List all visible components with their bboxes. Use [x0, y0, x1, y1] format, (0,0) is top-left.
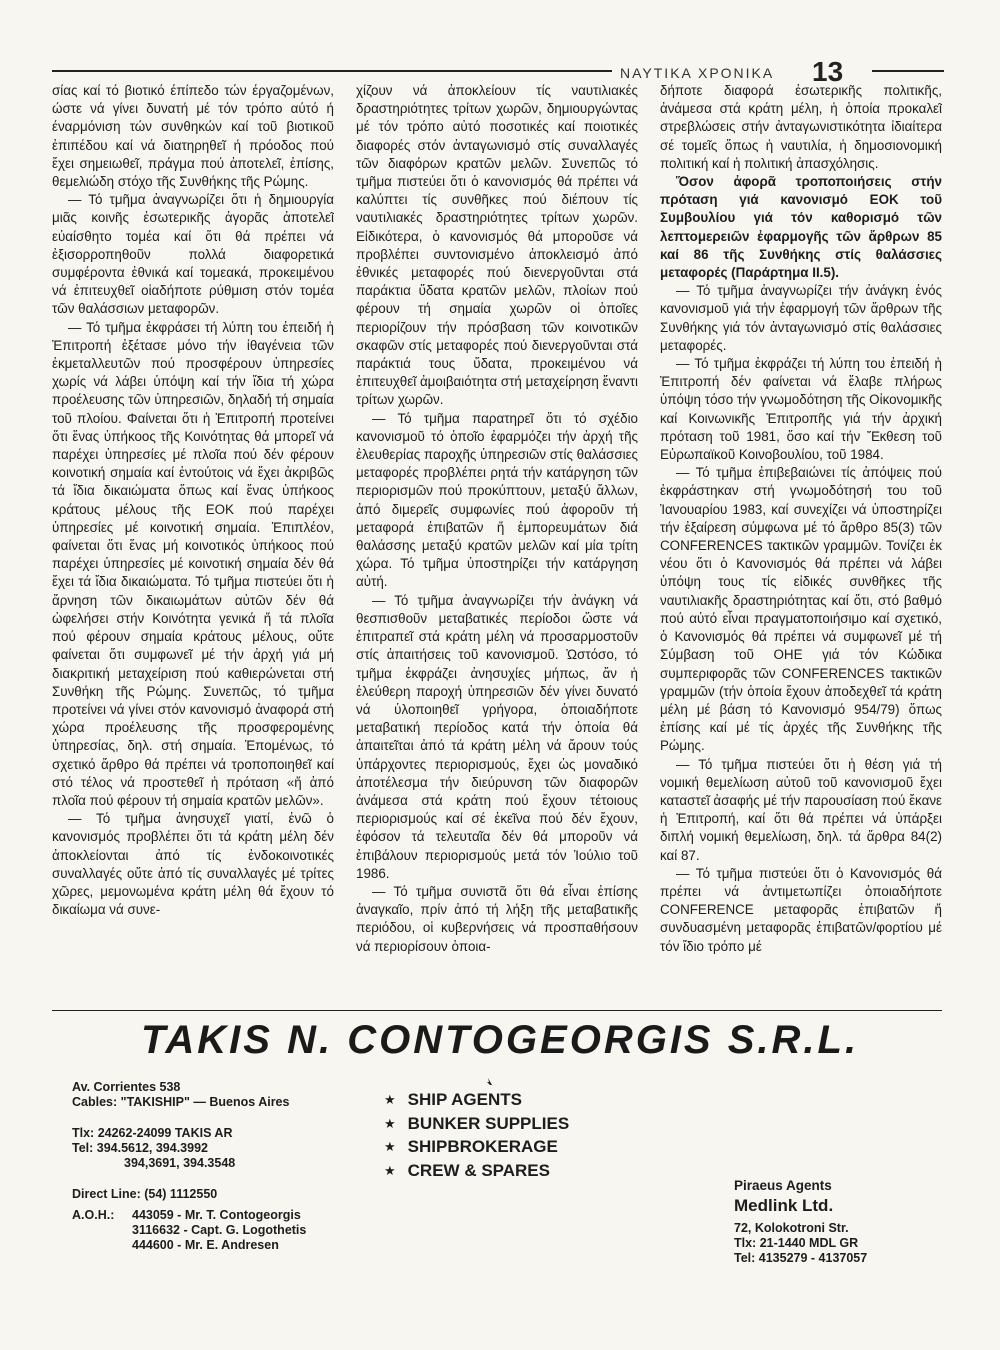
aoh-contact: 443059 - Mr. T. Contogeorgis [132, 1208, 301, 1222]
service-item [384, 1159, 684, 1183]
paragraph: σίας καί τό βιοτικό έπίπεδο τών έργαζομένων, ώστε νά γίνει δυνατή μέ τόν τρόπο αύτό ή έναρμόνιση τών συνθηκών καί τοῦ βιοτικοῦ ἐπιπέδου καί νά διατηρηθεῖ ή πρόοδος πού ἔχει σημειωθεῖ, πράγμα πού ἀποτελεῖ, ἐπίσης, θεμελιώδη στόχο τῆς Συνθήκης τῆς Ρώμης. [52, 83, 334, 190]
star-icon: ★ [384, 1092, 396, 1107]
star-icon: ★ [384, 1162, 396, 1178]
aoh-label: A.O.H.: [72, 1208, 115, 1222]
running-head: ΝΑΥΤΙΚΑ ΧΡΟΝΙΚΑ [620, 65, 775, 81]
header-rule-left [52, 70, 612, 72]
cables-label: Cables: [72, 1095, 118, 1109]
section-heading: Ὅσον ἀφορᾶ τροποποιήσεις στήν πρόταση γιά κανονισμό ΕΟΚ τοῦ Συμβουλίου γιά τόν καθορισμό τῶν λεπτομερειῶν ἐφαρμογῆς τῶν ἄρθρων 85 καί 86 τῆς Συνθήκης στίς θαλάσσιες μεταφορές (Παράρτημα ΙΙ.5). [660, 174, 942, 281]
piraeus-tel: Tel: 4135279 - 4137057 [734, 1251, 868, 1265]
service-item [384, 1088, 684, 1112]
paragraph: — Τό τμῆμα πιστεύει ὅτι ὁ Κανονισμός θά πρέπει νά ἀντιμετωπίζει ὁποιαδήποτε CONFERENCE μεταφορᾶς ἐπιβατῶν ἤ συνδυασμένη μεταφορᾶς ἐπιβατῶν/φορτίου μέ τόν ἴδιο τρόπο μέ [660, 865, 942, 954]
paragraph: — Τό τμῆμα συνιστᾶ ὅτι θά εἶναι ἐπίσης ἀναγκαῖο, πρίν ἀπό τή λήξη τῆς μεταβατικῆς περιόδου, οἱ κυβερνήσεις νά προσπαθήσουν νά περιορίσουν ὁποια- [356, 883, 638, 954]
piraeus-agents-block [734, 1178, 964, 1266]
header-rule-right [872, 70, 944, 72]
advert-contact-block [72, 1080, 372, 1253]
paragraph: — Τό τμῆμα ἀναγνωρίζει τήν ἀνάγκη ἑνός κανονισμοῦ γιά τήν ἐφαρμογή τῶν ἄρθρων τῆς Συνθήκης γιά τόν ἀνταγωνισμό στίς θαλάσσιες μεταφορές. [660, 283, 942, 353]
star-icon: ★ [384, 1139, 396, 1154]
piraeus-tlx: Tlx: 21-1440 MDL GR [734, 1236, 859, 1250]
aoh-contact: 444600 - Mr. E. Andresen [132, 1238, 279, 1252]
anchor-mark-icon [486, 1078, 494, 1088]
service-label: SHIP AGENTS [407, 1090, 522, 1109]
tel-line-2: 394,3691, 394.3548 [124, 1156, 236, 1170]
cables-value: "TAKISHIP" — Buenos Aires [120, 1095, 290, 1109]
column-2 [356, 82, 638, 1004]
tlx-line: Tlx: 24262-24099 TAKIS AR [72, 1126, 233, 1140]
paragraph: — Τό τμῆμα παρατηρεῖ ὅτι τό σχέδιο κανονισμοῦ τό ὁποῖο ἐφαρμόζει τήν ἀρχή τῆς ἐλευθερίας παροχῆς ὑπηρεσιῶν στίς θαλάσσιες μεταφορές προβλέπει ρητά τήν κατάργηση τῶν περιορισμῶν πού προκύπτουν, μεταξύ ἄλλων, ἀπό διμερεῖς συμφωνίες πού ἀφοροῦν τή μεταφορά ἐπιβατῶν ἤ ἐμπορευμάτων διά θαλάσσης μεταξύ κρατῶν μελῶν καί μία τρίτη χώρα. Τό τμῆμα ὑποστηρίζει τήν κατάργηση αὐτή. [356, 410, 638, 590]
piraeus-label: Piraeus Agents [734, 1178, 832, 1193]
aoh-contact: 3116632 - Capt. G. Logothetis [132, 1223, 307, 1237]
service-label: BUNKER SUPPLIES [407, 1113, 570, 1133]
aoh-block [72, 1208, 372, 1253]
tel-line-1: Tel: 394.5612, 394.3992 [72, 1141, 208, 1155]
cables-line [72, 1095, 372, 1110]
paragraph: — Τό τμῆμα ἀναγνωρίζει τήν ἀνάγκη νά θεσπισθοῦν μεταβατικές περίοδοι ὥστε νά ἐπιτραπεῖ στά κράτη μέλη νά προσαρμοστοῦν στίς ἀπαιτήσεις τοῦ κανονισμοῦ. Ὡστόσο, τό τμῆμα ἐκφράζει ἀνησυχίες μήπως, ἄν ἡ ἐλεύθερη παροχή ὑπηρεσιῶν δέν γίνει δυνατό νά ὑλοποιηθεῖ γρήγορα, ὁποιαδήποτε μεταβατική περίοδος κατά τήν ὁποία θά ἀπαιτεῖται ἀπό τά κράτη μέλη νά ἄρουν τούς ὑπάρχοντες περιορισμούς, ἔχει ὡς μοναδικό ἀποτέλεσμα τήν διεύρυνση τῶν διαφορῶν ἀνάμεσα στά κράτη πού ἔχουν τέτοιους περιορισμούς καί σέ ἐκεῖνα πού δέν ἔχουν, ἐφόσον τά τελευταῖα δέν θά μποροῦν νά ἐπιβάλουν περιορισμούς μετά τόν Ἰούλιο τοῦ 1986. [356, 592, 638, 881]
advert-company-name: TAKIS N. CONTOGEORGIS S.R.L. [140, 1018, 860, 1062]
paragraph: — Τό τμῆμα ἀνησυχεῖ γιατί, ἐνῶ ὁ κανονισμός προβλέπει ὅτι τά κράτη μέλη δέν ἀποκλείονται ἀπό τίς ἐνδοκοινοτικές συναλλαγές οὔτε ἀπό τίς συναλλαγές μέ τρίτες χῶρες, μεμονωμένα κράτη μέλη θά ἔχουν τό δικαίωμα νά συνε- [52, 811, 334, 918]
paragraph: — Τό τμῆμα ἀναγνωρίζει ὅτι ἡ δημιουργία μιᾶς κοινῆς ἐσωτερικῆς ἀγορᾶς ἀποτελεῖ εὐαίσθητο τομέα καί ὅτι θά πρέπει νά ἐξισορροπηθοῦν πολλά διαφορετικά συμφέροντα ἐθνικά καί τομεακά, προκειμένου νά ἐπιτευχθεῖ οἱαδήποτε ρύθμιση στόν τομέα τῶν θαλάσσιων μεταφορῶν. [52, 192, 334, 317]
paragraph: — Τό τμῆμα ἐκφράσει τή λύπη του ἐπειδή ἡ Ἐπιτροπή ἐξέτασε μόνο τήν ἰθαγένεια τῶν ἐκμεταλλευτῶν πού προσφέρουν ὑπηρεσίες χωρίς νά λάβει ὑπόψη καί τήν ἴδια τή χώρα προέλευσης τῶν ὑπηρεσιῶν, δηλαδή τή σημαία τοῦ πλοίου. Φαίνεται ὅτι ἡ Ἐπιτροπή προτείνει ὅτι ἕνας ὑπήκοος τῆς Κοινότητας θά μπορεῖ νά παρέχει ὑπηρεσίες μέ πλοῖα πού δέν φέρουν κοινοτική σημαία καί ἐντούτοις νά ἔχει ἀκριβῶς τά ἴδια δικαιώματα ὅπως καί ἕνας ὑπήκοος κράτους μέλους τῆς ΕΟΚ πού παρέχει ὑπηρεσίες μέ κοινοτική σημαία. Ἐπιπλέον, φαίνεται ὅτι ἕνας μή κοινοτικός ὑπήκοος πού παρέχει ὑπηρεσίες μέ κοινοτική σημαία δέν θά ἔχει τά ἴδια δικαιώματα. Τό τμῆμα πιστεύει ὅτι ἡ ἄρνηση τῶν δικαιωμάτων αὐτῶν δέν θά ὠφελήσει στήν Κοινότητα γενικά ἤ τά πλοῖα πού φέρουν σημαία κράτους μέλους, οὔτε φαίνεται ὅτι συμφωνεῖ μέ τήν ἀρχή γιά μή διακριτική μεταχείριση πού καθιερώνεται στή Συνθήκη τῆς Ρώμης. Συνεπῶς, τό τμῆμα προτείνει νά γίνει στόν κανονισμό ἀναφορά στή χώρα προέλευσης τῆς προσφερομένης ὑπηρεσίας, δηλ. στή σημαία. Ἑπομένως, τό σχετικό ἄρθρο θά πρέπει νά τροποποιηθεῖ καί στό τέλος νά προστεθεῖ ἡ πρόταση «ἤ ἀπό πλοῖα πού φέρουν τή σημαία κρατῶν μελῶν». [52, 319, 334, 808]
aoh-contacts [132, 1208, 306, 1253]
piraeus-address: 72, Kolokotroni Str. [734, 1221, 849, 1235]
service-label: CREW & SPARES [407, 1160, 550, 1180]
paragraph: — Τό τμῆμα ἐπιβεβαιώνει τίς ἀπόψεις πού ἐκφράστηκαν στή γνωμοδότησή του τοῦ Ἰανουαρίου 1983, καί συνεχίζει νά ὑποστηρίζει τήν ἐξαίρεση σύμφωνα μέ τό ἄρθρο 85(3) τῶν CONFERENCES τακτικῶν γραμμῶν. Τονίζει ἐκ νέου ὅτι ὁ Κανονισμός θά πρέπει νά λάβει ὑπόψη τους τίς εἰδικές συνθῆκες τῆς ναυτιλιακῆς δραστηριότητας καί ὅτι, στό βαθμό πού αὐτό εἶναι πραγματοποιήσιμο καί σχετικό, ὁ Κανονισμός θά πρέπει νά συμφωνεῖ μέ τή Σύμβαση τοῦ ΟΗΕ γιά τόν Κώδικα συμπεριφορᾶς τῶν CONFERENCES τακτικῶν γραμμῶν (τήν ὁποία ἔχουν ἀποδεχθεῖ τά κράτη μέλη μέ βάση τό Κανονισμό 954/79) ὅπως ἐπίσης καί μέ τίς ἀρχές τῆς Συνθήκης τῆς Ρώμης. [660, 465, 942, 754]
column-3 [660, 82, 942, 1004]
page-number: 13 [812, 56, 844, 87]
direct-line: Direct Line: (54) 1112550 [72, 1187, 218, 1201]
paragraph: — Τό τμῆμα ἐκφράζει τή λύπη του ἐπειδή ἡ Ἐπιτροπή δέν φαίνεται νά ἔλαβε πλήρως ὑπόψη τόσο τήν γνωμοδότηση τῆς Οἰκονομικῆς καί Κοινωνικῆς Ἐπιτροπῆς γιά τήν ἀρχική πρόταση τοῦ 1981, ὅσο καί τήν Ἔκθεση τοῦ Εὐρωπαϊκοῦ Κοινοβουλίου, τοῦ 1984. [660, 356, 942, 463]
paragraph: δήποτε διαφορά ἐσωτερικῆς πολιτικῆς, ἀνάμεσα στά κράτη μέλη, ἡ ὁποία προκαλεῖ στρεβλώσεις στήν ἀνταγωνιστικότητα ἰδιαίτερα σέ τομεῖς ὅπως ἡ ναυτιλία, ἡ δημοσιονομική πολιτική καί ἡ πολιτική ἀπασχόλησις. [660, 83, 942, 171]
article-columns [52, 82, 942, 1004]
star-icon: ★ [384, 1115, 396, 1131]
article-bottom-rule [52, 1010, 942, 1011]
column-1 [52, 82, 334, 1004]
paragraph: χίζουν νά ἀποκλείουν τίς ναυτιλιακές δραστηριότητες τρίτων χωρῶν, δημιουργώντας μέ τόν τρόπο αὐτό ποσοτικές καί ποιοτικές διαφορές στόν ἀνταγωνισμό στίς συναλλαγές τῶν διαφόρων κρατῶν μελῶν. Συνεπῶς τό τμῆμα πιστεύει ὅτι ὁ κανονισμός θά πρέπει νά καλύπτει τίς συνθῆκες πού διέπουν τίς ναυτιλιακές δραστηριότητες τρίτων χωρῶν. Εἰδικότερα, ὁ κανονισμός θά μποροῦσε νά προβλέπει συντονισμένο ἀποκλεισμό ἀπό ἐθνικές μεταφορές πού διενεργοῦνται στά παράκτια ὕδατα κρατῶν μελῶν, πλοίων πού φέρουν τή σημαία χωρῶν οἱ ὁποῖες περιορίζουν τήν πρόσβαση τῶν κοινοτικῶν σκαφῶν στίς μεταφορές πού διενεργοῦνται στά παράκτιά τους ὕδατα, προκειμένου νά ἐπιτευχθεῖ ἀμοιβαιότητα στή μεταχείρηση ἔναντι τρίτων χωρῶν. [356, 83, 638, 408]
advert-services-list [384, 1088, 684, 1182]
address: Av. Corrientes 538 [72, 1080, 181, 1094]
service-item [384, 1112, 684, 1136]
piraeus-agency-name: Medlink Ltd. [734, 1196, 834, 1215]
paragraph: — Τό τμῆμα πιστεύει ὅτι ἡ θέση γιά τή νομική θεμελίωση αὐτοῦ τοῦ κανονισμοῦ ἔχει καταστεῖ ἀσαφής μέ τήν παρουσίαση πού ἔκανε ἡ Ἐπιτροπή, καί ὅτι θά πρέπει νά ὑπάρξει διπλή νομική θεμελίωση, δηλ. τά ἄρθρα 84(2) καί 87. [660, 756, 942, 863]
service-item [384, 1135, 684, 1159]
service-label: SHIPBROKERAGE [407, 1137, 558, 1156]
